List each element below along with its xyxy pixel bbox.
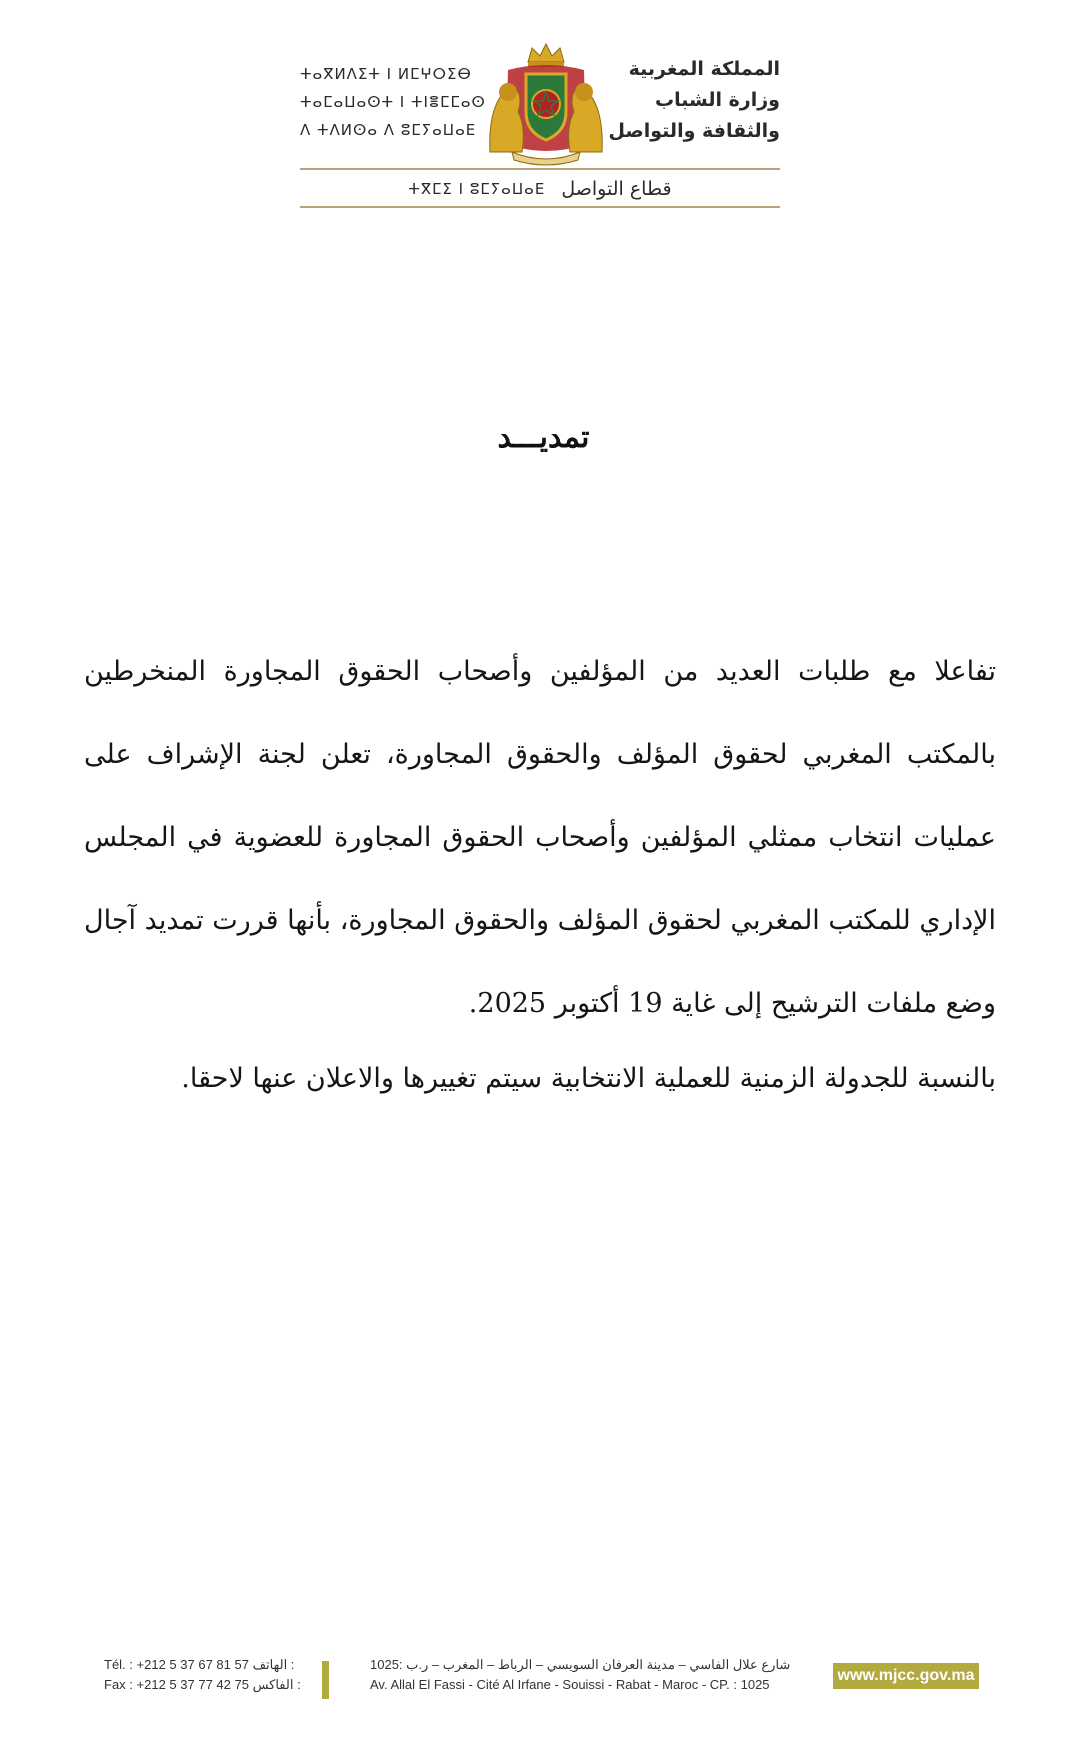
document-body (84, 630, 996, 1109)
footer-fax-label: Fax : (104, 1677, 133, 1692)
footer (104, 1655, 984, 1701)
footer-fax-number: +212 5 37 77 42 75 (136, 1677, 249, 1692)
footer-tel-label-ar: : الهاتف (252, 1657, 295, 1672)
letterhead-sector-tifinagh: ⵜⴳⵎⵉ ⵏ ⵓⵎⵢⴰⵡⴰⴹ (408, 179, 546, 198)
letterhead-sector (300, 172, 780, 204)
letterhead (300, 40, 780, 212)
letterhead-tifinagh-line-2: ⵜⴰⵎⴰⵡⴰⵙⵜ ⵏ ⵜⵏⴻⵎⵎⴰⵙ (300, 93, 486, 111)
footer-fax-label-ar: : الفاكس (252, 1677, 301, 1692)
footer-website-link[interactable]: www.mjcc.gov.ma (833, 1663, 979, 1689)
letterhead-divider-bottom (300, 206, 780, 208)
footer-address-arabic: شارع علال الفاسي – مدينة العرفان السويسي – الرباط – المغرب – ر.ب :1025 (370, 1657, 791, 1672)
footer-address (370, 1655, 810, 1695)
letterhead-tifinagh-line-1: ⵜⴰⴳⵍⴷⵉⵜ ⵏ ⵍⵎⵖⵔⵉⴱ (300, 65, 472, 83)
footer-tel-label: Tél. : (104, 1657, 133, 1672)
footer-accent-bar (322, 1661, 329, 1699)
moroccan-coat-of-arms-icon (482, 40, 610, 168)
document-title: تمديـــد (497, 420, 590, 455)
letterhead-arabic-line-1: المملكة المغربية (628, 58, 780, 80)
footer-fax-row (104, 1675, 324, 1695)
letterhead-tifinagh-line-3: ⴷ ⵜⴷⵍⵙⴰ ⴷ ⵓⵎⵢⴰⵡⴰⴹ (300, 121, 477, 139)
footer-tel-number: +212 5 37 67 81 57 (136, 1657, 249, 1672)
letterhead-tifinagh-block (300, 60, 486, 144)
body-paragraph-1: تفاعلا مع طلبات العديد من المؤلفين وأصحاب الحقوق المجاورة المنخرطين بالمكتب المغربي لحقوق المؤلف والحقوق المجاورة، تعلن لجنة الإشراف على عمليات انتخاب ممثلي المؤلفين وأصحاب الحقوق المجاورة للعضوية في المجلس الإداري للمكتب المغربي لحقوق المؤلف والحقوق المجاورة، بأنها قررت تمديد آجال وضع ملفات الترشيح إلى غاية 19 أكتوبر 2025. (84, 656, 996, 1019)
footer-contacts (104, 1655, 324, 1695)
body-paragraph-2: بالنسبة للجدولة الزمنية للعملية الانتخابية سيتم تغييرها والاعلان عنها لاحقا. (181, 1063, 996, 1094)
letterhead-arabic-line-2: وزارة الشباب (655, 89, 780, 111)
letterhead-arabic-block (608, 54, 780, 147)
footer-tel-row (104, 1655, 324, 1675)
letterhead-sector-arabic: قطاع التواصل (561, 177, 672, 200)
letterhead-divider-top (300, 168, 780, 170)
footer-address-french: Av. Allal El Fassi - Cité Al Irfane - Souissi - Rabat - Maroc - CP. : 1025 (370, 1677, 770, 1692)
letterhead-arabic-line-3: والثقافة والتواصل (608, 120, 780, 142)
